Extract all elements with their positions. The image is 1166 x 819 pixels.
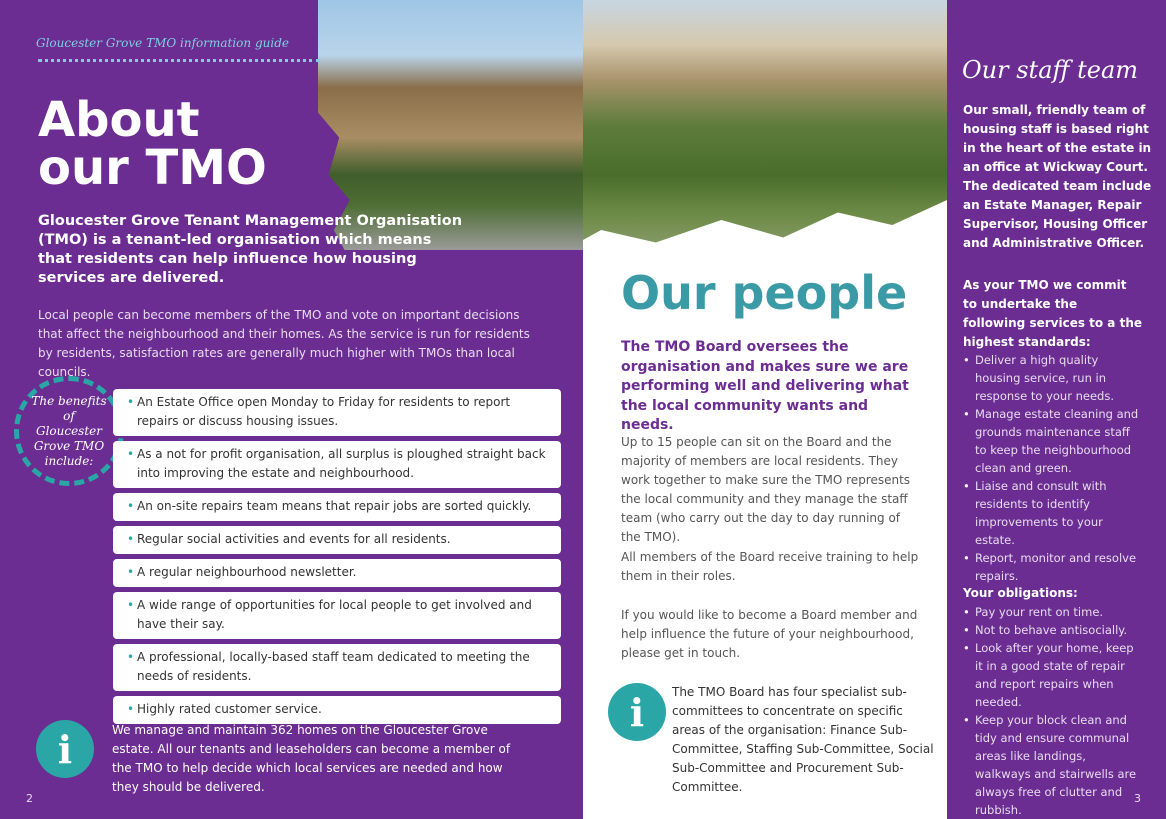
board-paragraph: All members of the Board receive training to help them in their roles. [621,550,919,583]
benefit-item: • An on-site repairs team means that repair jobs are sorted quickly. [113,493,561,521]
body-paragraph: Local people can become members of the TMO and vote on important decisions that affect the neighbourhood and their homes. As the service is run for residents by residents, satisfaction rates are generally much higher with TMOs than local councils. [38,308,530,379]
info-icon: i [36,720,94,778]
intro-paragraph: Gloucester Grove Tenant Management Organisation (TMO) is a tenant-led organisation which means that residents can help influence how housing services are delivered. [38,213,463,286]
estate-photo-garden [583,0,947,250]
title-line-1: About [38,92,200,148]
benefits-list [113,389,561,729]
list-item: • Pay your rent on time. [963,603,1143,621]
obligations-list [963,603,1143,819]
board-paragraph: Up to 15 people can sit on the Board and the majority of members are local residents. They work together to make sure the TMO represents the local community and they manage the staff team (who carry out the day to day running of the TMO). [621,435,911,544]
list-item: • Deliver a high quality housing service, run in response to your needs. [963,351,1143,405]
board-paragraph: If you would like to become a Board member and help influence the future of your neighbourhood, please get in touch. [621,608,918,660]
benefit-item: • Highly rated customer service. [113,696,561,724]
benefit-item: • Regular social activities and events for all residents. [113,526,561,554]
our-people-title: Our people [621,266,908,320]
benefit-item: • As a not for profit organisation, all surplus is ploughed straight back into improving the estate and neighbourhood. [113,441,561,488]
benefit-item: • An Estate Office open Monday to Friday for residents to report repairs or discuss housing issues. [113,389,561,436]
commitments-heading: As your TMO we commit to undertake the following services to a the highest standards: [963,278,1143,349]
commitments-list [963,351,1143,585]
page-number-right: 3 [1134,792,1141,805]
page-number-left: 2 [26,792,33,805]
staff-intro: Our small, friendly team of housing staff is based right in the heart of the estate in an office at Wickway Court. The dedicated team include an Estate Manager, Repair Supervisor, Housing Officer and Administrative Officer. [963,103,1152,250]
benefit-item: • A professional, locally-based staff team dedicated to meeting the needs of residents. [113,644,561,691]
list-item: • Keep your block clean and tidy and ensure communal areas like landings, walkways and stairwells are always free of clutter and rubbish. [963,711,1143,819]
header-divider [38,59,320,62]
list-item: • Look after your home, keep it in a good state of repair and report repairs when needed. [963,639,1143,711]
list-item: • Not to behave antisocially. [963,621,1143,639]
board-intro: The TMO Board oversees the organisation and makes sure we are performing well and delivering what the local community wants and needs. [621,339,909,433]
benefits-badge-text: The benefits of Gloucester Grove TMO include: [31,393,107,468]
list-item: • Report, monitor and resolve repairs. [963,549,1143,585]
benefits-badge [14,376,124,486]
info-icon: i [608,683,666,741]
info-note-left: We manage and maintain 362 homes on the Gloucester Grove estate. All our tenants and leaseholders can become a member of the TMO to help decide which local services are needed and how they should be delivered. [112,723,511,794]
benefit-item: • A regular neighbourhood newsletter. [113,559,561,587]
subcommittee-note: The TMO Board has four specialist sub-committees to concentrate on specific areas of the organisation: Finance Sub-Committee, Staffing Sub-Committee, Social Sub-Committee and Procurement Sub-Committee. [672,685,934,794]
staff-team-title: Our staff team [962,56,1139,84]
list-item: • Liaise and consult with residents to identify improvements to your estate. [963,477,1143,549]
benefit-item: • A wide range of opportunities for local people to get involved and have their say. [113,592,561,639]
guide-header-label: Gloucester Grove TMO information guide [36,36,289,50]
obligations-heading: Your obligations: [963,586,1078,600]
list-item: • Manage estate cleaning and grounds maintenance staff to keep the neighbourhood clean and green. [963,405,1143,477]
title-line-2: our TMO [38,140,267,196]
page-title [38,92,267,196]
